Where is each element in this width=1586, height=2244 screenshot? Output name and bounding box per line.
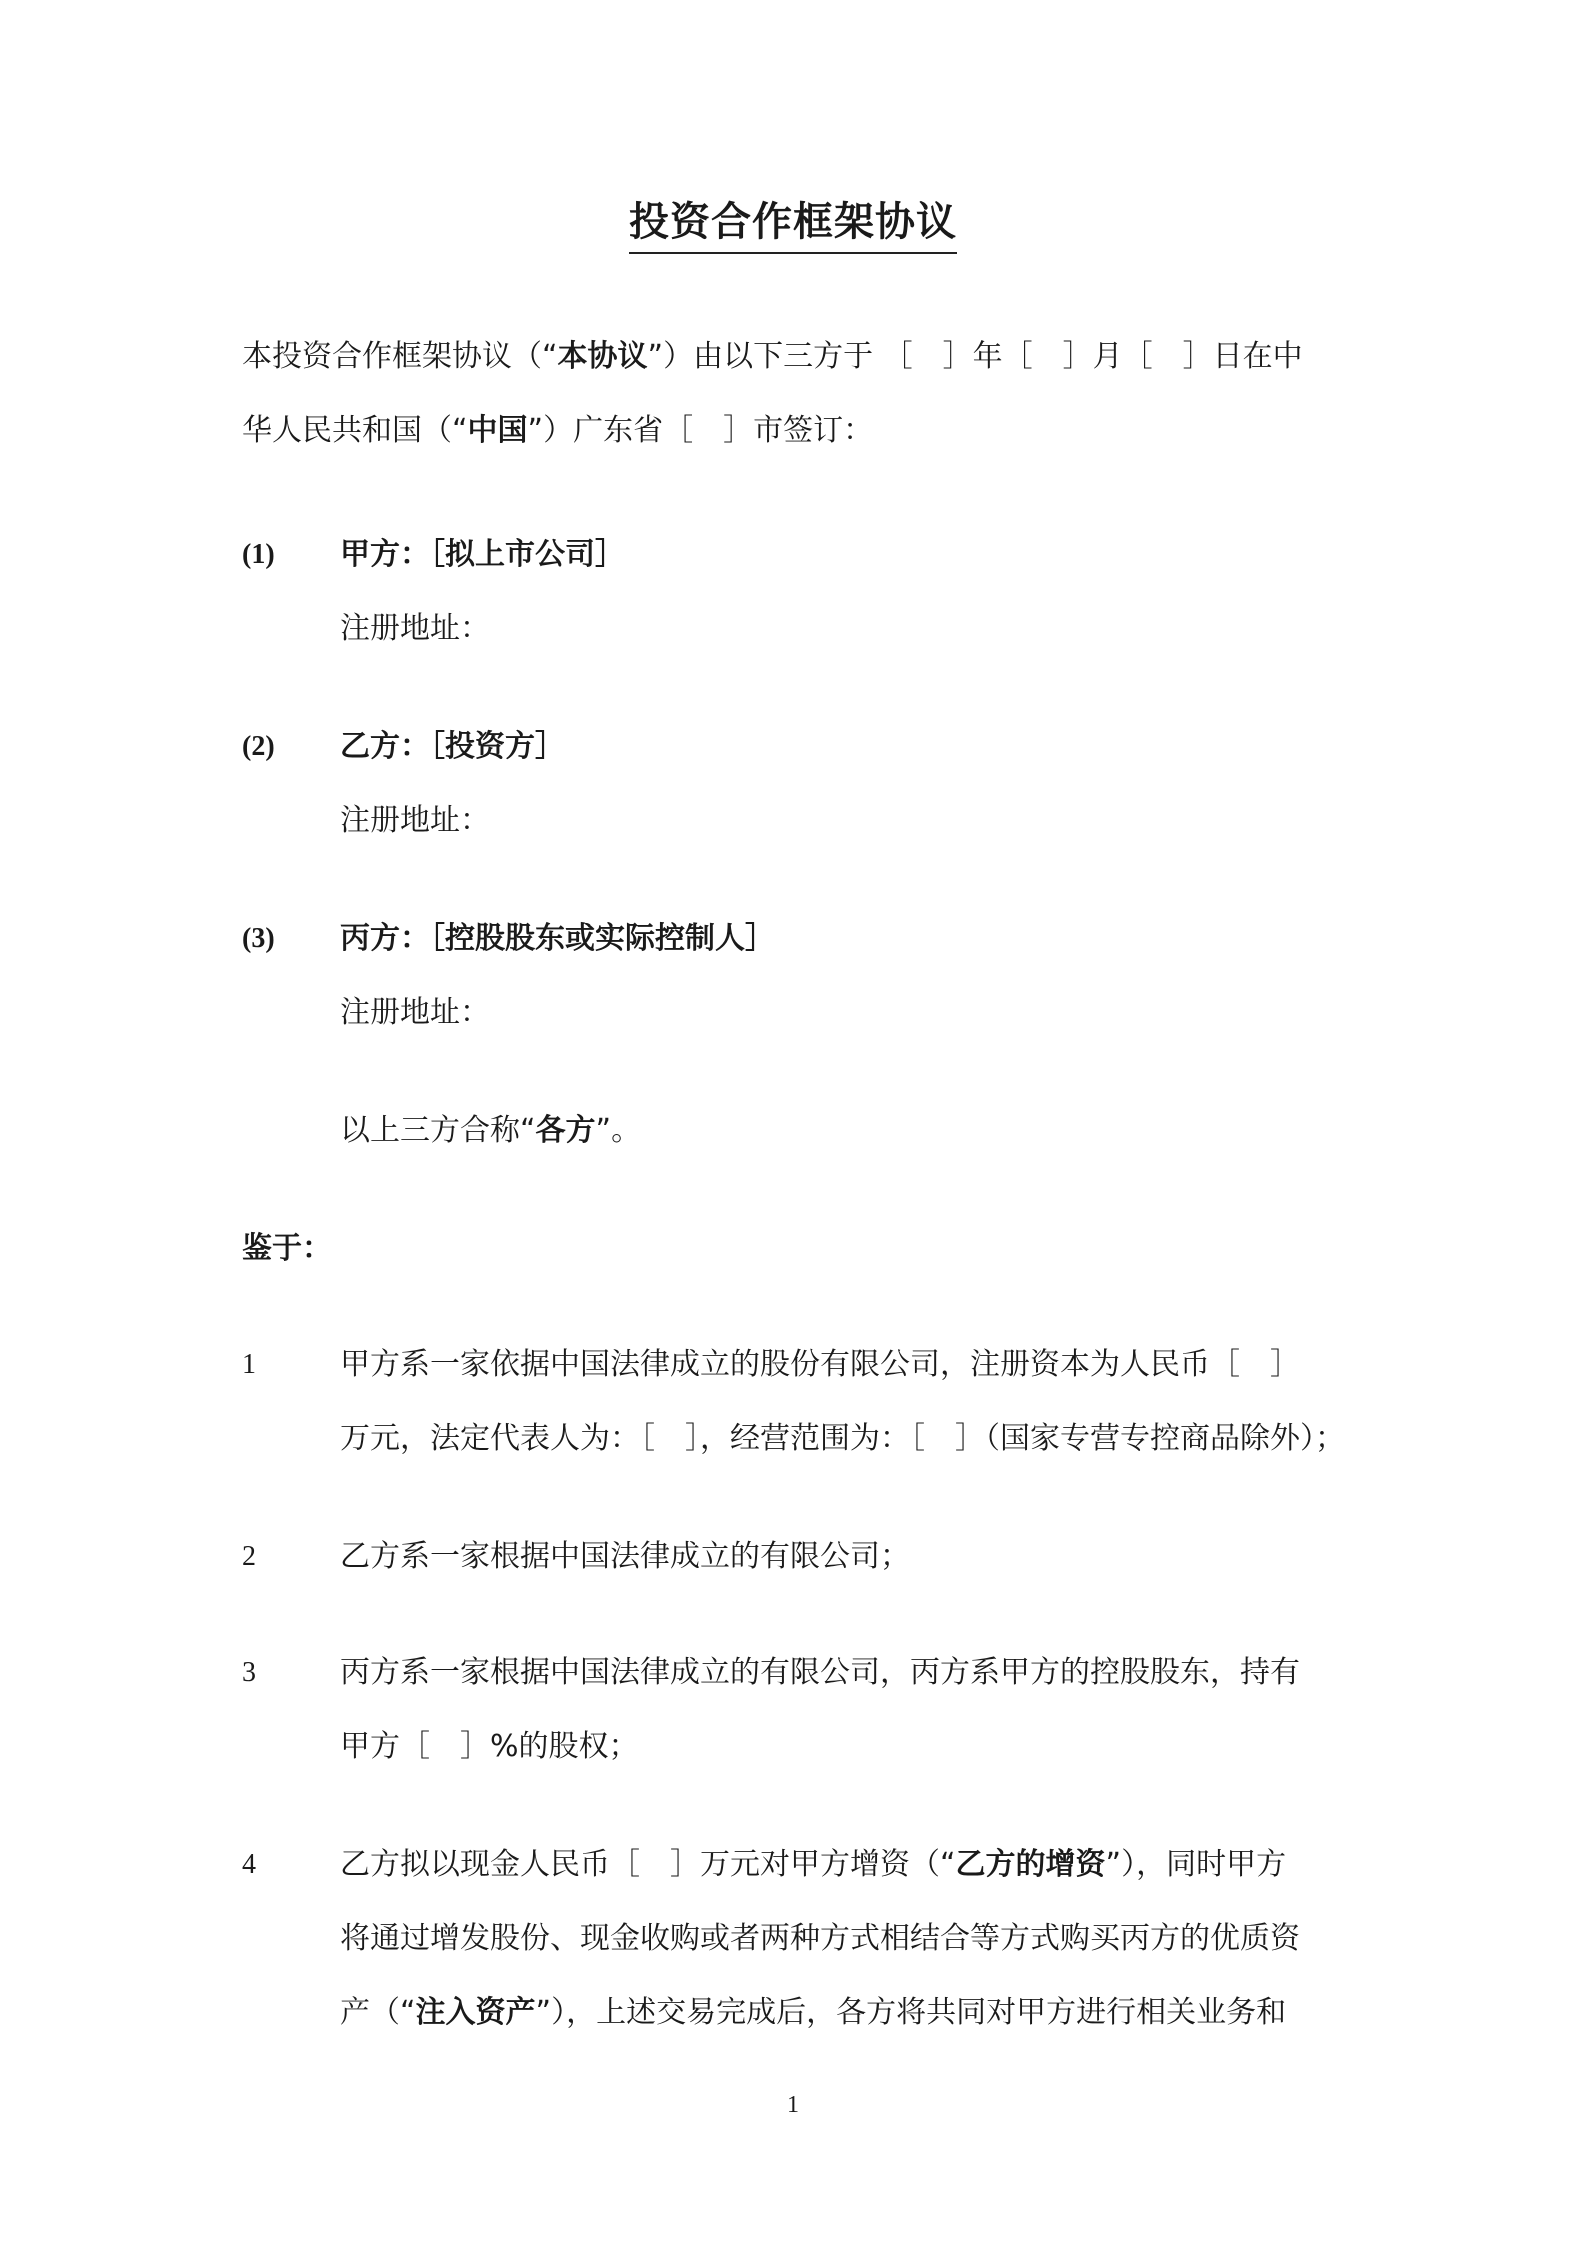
party-1 [340, 518, 625, 666]
collective-statement: 以上三方合称“各方”。 [340, 1113, 642, 1148]
intro-line-2: 华人民共和国（“中国”）广东省［ ］市签订： [242, 413, 874, 448]
party-number: (1) [242, 539, 275, 570]
whereas-heading: 鉴于： [242, 1231, 332, 1266]
item-number: 4 [242, 1849, 256, 1880]
item-number: 1 [242, 1349, 256, 1380]
whereas-item-3: 丙方系一家根据中国法律成立的有限公司，丙方系甲方的控股股东，持有 甲方［ ］%的股权； [340, 1655, 1300, 1764]
party-3 [340, 902, 775, 1050]
item-number: 2 [242, 1541, 256, 1572]
intro-line-1: 本投资合作框架协议（“本协议”）由以下三方于 ［ ］年［ ］月［ ］日在中 [242, 339, 1303, 374]
party-name: 丙方：［控股股东或实际控制人］ [340, 921, 775, 956]
party-address-label: 注册地址： [340, 611, 490, 646]
party-address-label: 注册地址： [340, 995, 490, 1030]
party-name: 甲方：［拟上市公司］ [340, 537, 625, 572]
item-number: 3 [242, 1657, 256, 1688]
whereas-item-4: 乙方拟以现金人民币［ ］万元对甲方增资（“乙方的增资”），同时甲方 将通过增发股份、现金收购或者两种方式相结合等方式购买丙方的优质资 产（“注入资产”），上述交易完成后，各方将共同对甲方进行相关业务和 [340, 1847, 1300, 2030]
page-number: 1 [787, 2092, 799, 2118]
party-name: 乙方：［投资方］ [340, 729, 565, 764]
whereas-item-2: 乙方系一家根据中国法律成立的有限公司； [340, 1539, 910, 1574]
party-address-label: 注册地址： [340, 803, 490, 838]
party-number: (2) [242, 731, 275, 762]
intro-paragraph [242, 320, 1362, 468]
document-title: 投资合作框架协议 [0, 196, 1586, 254]
party-2 [340, 710, 565, 858]
whereas-item-1: 甲方系一家依据中国法律成立的股份有限公司，注册资本为人民币［ ］ 万元，法定代表人为：［ ］，经营范围为：［ ］（国家专营专控商品除外）； [340, 1347, 1345, 1456]
party-number: (3) [242, 923, 275, 954]
